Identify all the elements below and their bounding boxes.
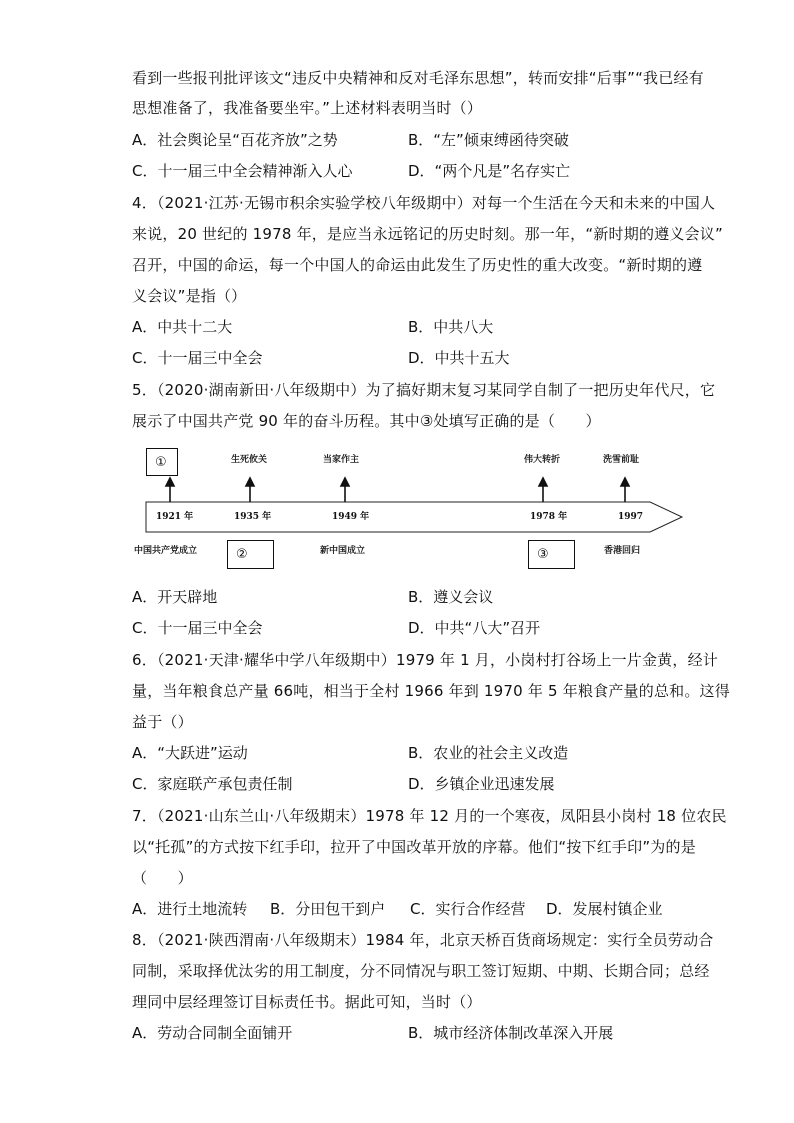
year-1997: 1997 <box>618 512 644 522</box>
q5-option-b[interactable]: B．遵义会议 <box>408 588 494 606</box>
q3-option-d[interactable]: D．“两个凡是”名存实亡 <box>408 162 571 180</box>
q3-option-c[interactable]: C．十一届三中全会精神渐入人心 <box>132 162 353 180</box>
q3-option-a[interactable]: A．社会舆论呈“百花齐放”之势 <box>132 131 338 149</box>
q5-text-line2: 展示了中国共产党 90 年的奋斗历程。其中③处填写正确的是（ ） <box>132 412 601 430</box>
q7-text-line3: （ ） <box>132 869 193 887</box>
label-weida-zhuanzhe: 伟大转折 <box>524 455 561 465</box>
year-1921: 1921 年 <box>156 512 194 522</box>
q8-option-a[interactable]: A．劳动合同制全面铺开 <box>132 1024 293 1042</box>
label-dangjia-zuozhu: 当家作主 <box>323 455 360 465</box>
q4-text-line2: 来说，20 世纪的 1978 年，是应当永远铭记的历史时刻。那一年，“新时期的遵义会议” <box>132 225 723 243</box>
year-1978: 1978 年 <box>530 512 568 522</box>
q5-text-line1: 5．（2020·湖南新田·八年级期中）为了搞好期末复习某同学自制了一把历史年代尺，它 <box>132 381 716 399</box>
q8-text-line1: 8．（2021·陕西渭南·八年级期末）1984 年，北京天桥百货商场规定：实行全员劳动合 <box>132 931 714 949</box>
q8-option-b[interactable]: B．城市经济体制改革深入开展 <box>408 1024 614 1042</box>
q6-option-c[interactable]: C．家庭联产承包责任制 <box>132 775 293 793</box>
timeline-box-3: ③ <box>528 540 575 569</box>
q4-option-c[interactable]: C．十一届三中全会 <box>132 349 263 367</box>
arrow-head-1935 <box>246 478 254 486</box>
label-xixue-qianchi: 洗雪前耻 <box>603 455 640 465</box>
arrow-head-1978 <box>539 478 547 486</box>
q6-option-d[interactable]: D．乡镇企业迅速发展 <box>408 775 555 793</box>
q4-option-b[interactable]: B．中共八大 <box>408 318 494 336</box>
q5-option-d[interactable]: D．中共“八大”召开 <box>408 619 541 637</box>
label-hk-return: 香港回归 <box>604 546 641 556</box>
q5-option-a[interactable]: A．开天辟地 <box>132 588 218 606</box>
q3-text-line2: 思想准备了，我准备要坐牢。”上述材料表明当时（） <box>132 99 483 117</box>
q7-text-line2: 以“托孤”的方式按下红手印，拉开了中国改革开放的序幕。他们“按下红手印”为的是 <box>132 838 696 856</box>
q6-option-a[interactable]: A．“大跃进”运动 <box>132 744 248 762</box>
q4-text-line4: 义会议”是指（） <box>132 287 247 305</box>
history-timeline-figure <box>130 440 690 575</box>
label-shengsi-youguan: 生死攸关 <box>231 455 268 465</box>
arrow-head-1949 <box>341 478 349 486</box>
timeline-arrow-body <box>146 502 682 532</box>
q7-text-line1: 7．（2021·山东兰山·八年级期末）1978 年 12 月的一个寒夜，凤阳县小岗村 18 位农民 <box>132 807 727 825</box>
q4-option-a[interactable]: A．中共十二大 <box>132 318 233 336</box>
q8-text-line3: 理同中层经理签订目标责任书。据此可知，当时（） <box>132 993 482 1011</box>
timeline-box-1: ① <box>146 448 178 476</box>
q6-option-b[interactable]: B．农业的社会主义改造 <box>408 744 569 762</box>
q7-option-d[interactable]: D．发展村镇企业 <box>546 900 663 918</box>
arrow-head-1921 <box>166 478 174 486</box>
q4-option-d[interactable]: D．中共十五大 <box>408 349 510 367</box>
q5-option-c[interactable]: C．十一届三中全会 <box>132 619 263 637</box>
q4-text-line3: 召开，中国的命运，每一个中国人的命运由此发生了历史性的重大改变。“新时期的遵 <box>132 256 703 274</box>
q7-option-b[interactable]: B．分田包干到户 <box>270 900 386 918</box>
timeline-box-2: ② <box>227 540 274 569</box>
q6-text-line1: 6．（2021·天津·耀华中学八年级期中）1979 年 1 月，小岗村打谷场上一片金黄，经计 <box>132 651 718 669</box>
q6-text-line2: 量，当年粮食总产量 66吨，相当于全村 1966 年到 1970 年 5 年粮食产量的总和。这得 <box>132 682 730 700</box>
q4-text-line1: 4．（2021·江苏·无锡市积余实验学校八年级期中）对每一个生活在今天和未来的中国人 <box>132 194 716 212</box>
q7-option-a[interactable]: A．进行土地流转 <box>132 900 248 918</box>
q3-text-line1: 看到一些报刊批评该文“违反中央精神和反对毛泽东思想”，转而安排“后事”“我已经有 <box>132 69 704 87</box>
q3-option-b[interactable]: B．“左”倾束缚函待突破 <box>408 131 569 149</box>
arrow-head-1997 <box>621 478 629 486</box>
q6-text-line3: 益于（） <box>132 713 193 731</box>
year-1949: 1949 年 <box>332 512 370 522</box>
label-cpc-founded: 中国共产党成立 <box>134 546 198 556</box>
year-1935: 1935 年 <box>234 512 272 522</box>
label-prc-founded: 新中国成立 <box>320 546 366 556</box>
q7-option-c[interactable]: C．实行合作经营 <box>410 900 526 918</box>
q8-text-line2: 同制，采取择优汰劣的用工制度，分不同情况与职工签订短期、中期、长期合同；总经 <box>132 962 710 980</box>
